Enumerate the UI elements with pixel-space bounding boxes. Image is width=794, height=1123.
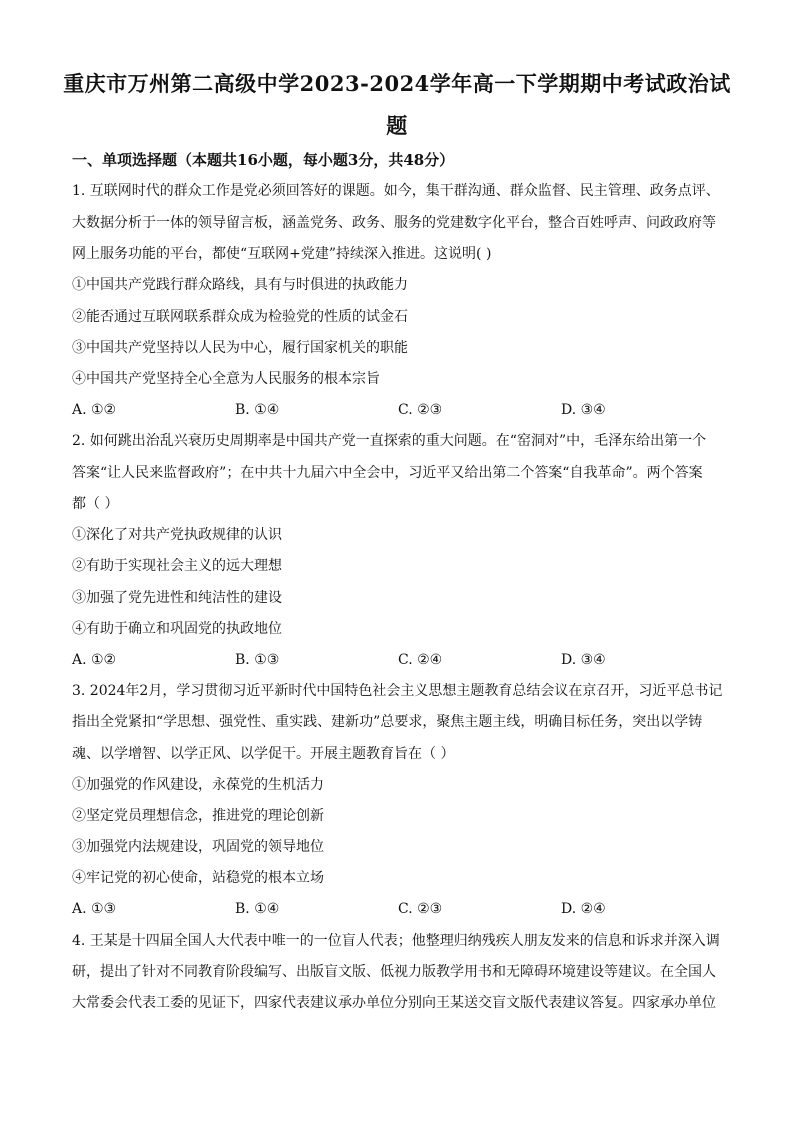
question-2-statement-2: ②有助于实现社会主义的远大理想 xyxy=(72,558,282,574)
question-1-statement-4: ④中国共产党坚持全心全意为人民服务的根本宗旨 xyxy=(72,371,380,387)
question-3-option-c[interactable]: C. ②③ xyxy=(398,901,443,917)
question-1-statement-2: ②能否通过互联网联系群众成为检验党的性质的试金石 xyxy=(72,309,408,325)
question-3-statement-3: ③加强党内法规建设，巩固党的领导地位 xyxy=(72,839,324,855)
question-1-stem-line-3: 网上服务功能的平台，都使“互联网+党建”持续深入推进。这说明( ) xyxy=(72,246,492,262)
question-1-statement-3: ③中国共产党坚持以人民为中心，履行国家机关的职能 xyxy=(72,340,408,356)
question-3-statement-1: ①加强党的作风建设，永葆党的生机活力 xyxy=(72,777,324,793)
question-2-statement-3: ③加强了党先进性和纯洁性的建设 xyxy=(72,590,282,606)
question-2-stem-line-3: 都（ ） xyxy=(72,496,119,512)
question-2-option-d[interactable]: D. ③④ xyxy=(561,652,606,668)
question-2-options xyxy=(72,650,724,670)
question-3-stem-line-2: 指出全党紧扣“学思想、强党性、重实践、建新功”总要求，聚焦主题主线，明确目标任务，突出以学铸 xyxy=(72,714,703,730)
question-2-option-b[interactable]: B. ①③ xyxy=(235,652,280,668)
question-1-option-d[interactable]: D. ③④ xyxy=(561,402,606,418)
question-3-statement-4: ④牢记党的初心使命，站稳党的根本立场 xyxy=(72,870,324,886)
question-1-stem-line-2: 大数据分析于一体的领导留言板，涵盖党务、政务、服务的党建数字化平台，整合百姓呼声、问政政府等 xyxy=(72,215,716,231)
question-3-stem-line-3: 魂、以学增智、以学正风、以学促干。开展主题教育旨在（ ） xyxy=(72,746,455,762)
question-3-option-d[interactable]: D. ②④ xyxy=(561,901,606,917)
question-1-option-c[interactable]: C. ②③ xyxy=(398,402,443,418)
question-1-stem-line-1: 1. 互联网时代的群众工作是党必须回答好的课题。如今，集干群沟通、群众监督、民主管理、政务点评、 xyxy=(72,183,720,199)
question-1-statement-1: ①中国共产党践行群众路线，具有与时俱进的执政能力 xyxy=(72,277,408,293)
question-2-stem-line-2: 答案“让人民来监督政府”；在中共十九届六中全会中，习近平又给出第二个答案“自我革命”。两个答案 xyxy=(72,465,703,481)
question-3-option-b[interactable]: B. ①④ xyxy=(235,901,280,917)
question-2-stem-line-1: 2. 如何跳出治乱兴衰历史周期率是中国共产党一直探索的重大问题。在“窑洞对”中，毛泽东给出第一个 xyxy=(72,433,707,449)
question-4-stem-line-3: 大常委会代表工委的见证下，四家代表建议承办单位分别向王某送交盲文版代表建议答复。四家承办单位 xyxy=(72,995,716,1011)
question-2-option-c[interactable]: C. ②④ xyxy=(398,652,443,668)
question-3-stem-line-1: 3. 2024年2月，学习贯彻习近平新时代中国特色社会主义思想主题教育总结会议在京召开，习近平总书记 xyxy=(72,683,723,699)
question-3-options xyxy=(72,899,724,919)
question-1-option-a[interactable]: A. ①② xyxy=(72,402,117,418)
question-1-options xyxy=(72,400,724,420)
exam-title-line-2: 题 xyxy=(386,113,408,138)
question-2-statement-4: ④有助于确立和巩固党的执政地位 xyxy=(72,621,282,637)
question-3-statement-2: ②坚定党员理想信念，推进党的理论创新 xyxy=(72,808,324,824)
question-4-stem-line-2: 研，提出了针对不同教育阶段编写、出版盲文版、低视力版教学用书和无障碍环境建设等建议。在全国人 xyxy=(72,964,716,980)
question-2-option-a[interactable]: A. ①② xyxy=(72,652,117,668)
question-2-statement-1: ①深化了对共产党执政规律的认识 xyxy=(72,527,282,543)
exam-title-line-1: 重庆市万州第二高级中学2023-2024学年高一下学期期中考试政治试 xyxy=(63,71,731,96)
question-3-option-a[interactable]: A. ①③ xyxy=(72,901,117,917)
question-4-stem-line-1: 4. 王某是十四届全国人大代表中唯一的一位盲人代表；他整理归纳残疾人朋友发来的信息和诉求并深入调 xyxy=(72,933,720,949)
section-heading: 一、单项选择题（本题共16小题，每小题3分，共48分） xyxy=(72,151,455,169)
question-1-option-b[interactable]: B. ①④ xyxy=(235,402,280,418)
